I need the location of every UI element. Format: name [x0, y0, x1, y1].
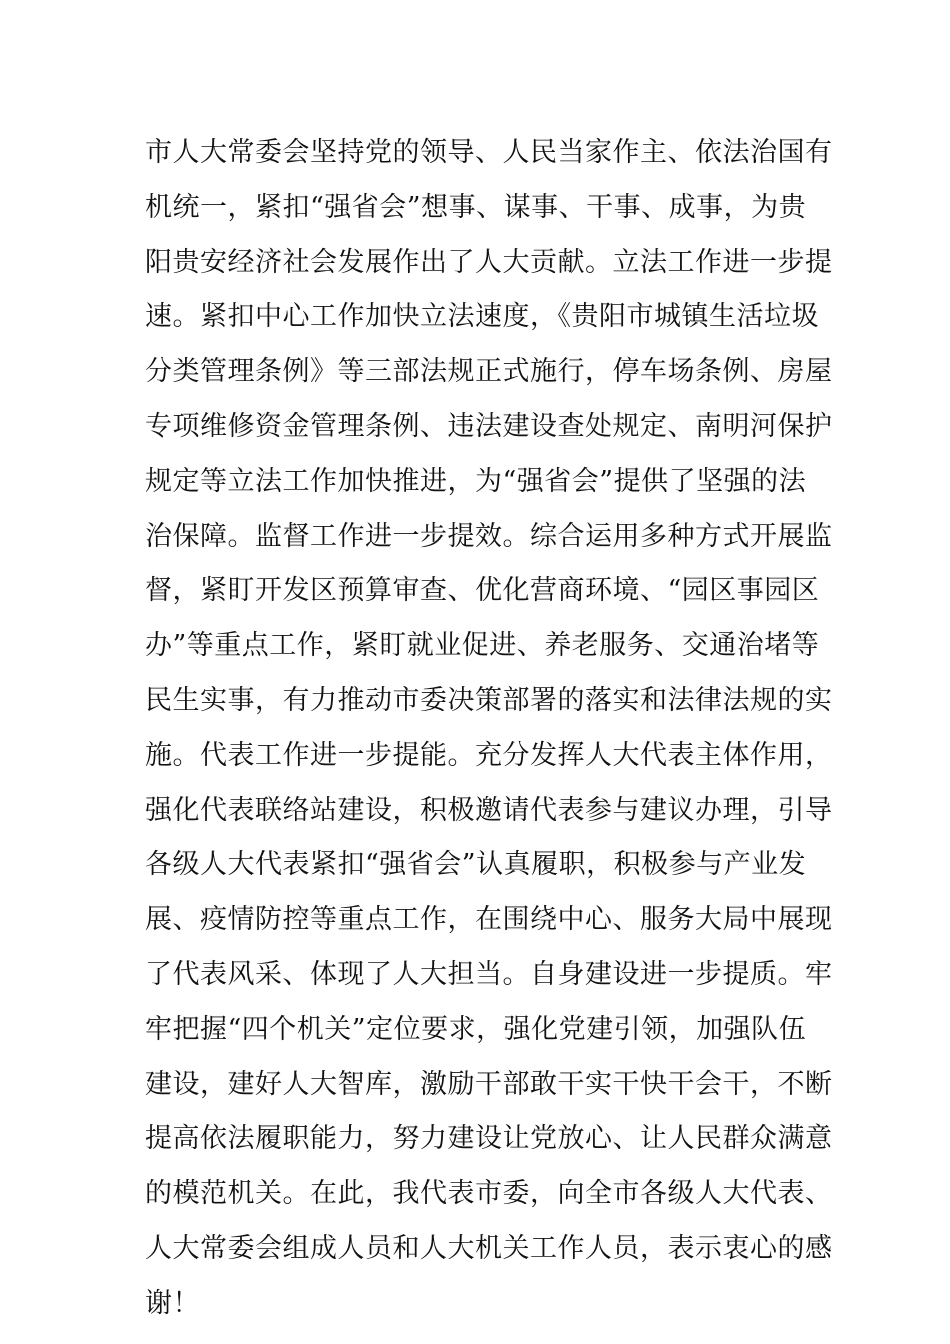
paragraph-line: 阳贵安经济社会发展作出了人大贡献。立法工作进一步提 — [145, 246, 833, 278]
body-paragraph — [145, 126, 833, 1332]
paragraph-line: 速。紧扣中心工作加快立法速度，《贵阳市城镇生活垃圾 — [145, 301, 819, 333]
paragraph-line: 市人大常委会坚持党的领导、人民当家作主、依法治国有 — [145, 137, 833, 168]
paragraph-line: 治保障。监督工作进一步提效。综合运用多种方式开展监 — [145, 520, 833, 552]
paragraph-line: 规定等立法工作加快推进，为“强省会”提供了坚强的法 — [145, 465, 807, 497]
paragraph-line: 展、疫情防控等重点工作，在围绕中心、服务大局中展现 — [145, 904, 833, 936]
paragraph-line: 建设，建好人大智库，激励干部敢干实干快干会干，不断 — [145, 1068, 833, 1100]
paragraph-line: 施。代表工作进一步提能。充分发挥人大代表主体作用， — [145, 739, 833, 771]
paragraph-line: 办”等重点工作，紧盯就业促进、养老服务、交通治堵等 — [145, 630, 820, 662]
paragraph-line: 人大常委会组成人员和人大机关工作人员，表示衷心的感 — [145, 1232, 833, 1264]
paragraph-line: 提高依法履职能力，努力建设让党放心、让人民群众满意 — [145, 1123, 833, 1155]
paragraph-line: 机统一，紧扣“强省会”想事、谋事、干事、成事，为贵 — [145, 191, 807, 223]
paragraph-line: 强化代表联络站建设，积极邀请代表参与建议办理，引导 — [145, 794, 833, 826]
paragraph-line: 督，紧盯开发区预算审查、优化营商环境、“园区事园区 — [145, 575, 820, 607]
paragraph-line: 了代表风采、体现了人大担当。自身建设进一步提质。牢 — [145, 958, 833, 990]
paragraph-line: 分类管理条例》等三部法规正式施行，停车场条例、房屋 — [145, 356, 833, 388]
paragraph-line: 的模范机关。在此，我代表市委，向全市各级人大代表、 — [145, 1178, 833, 1210]
paragraph-line: 谢！ — [145, 1287, 200, 1319]
paragraph-line: 牢把握“四个机关”定位要求，强化党建引领，加强队伍 — [145, 1013, 807, 1045]
paragraph-line: 民生实事，有力推动市委决策部署的落实和法律法规的实 — [145, 684, 833, 716]
paragraph-line: 各级人大代表紧扣“强省会”认真履职，积极参与产业发 — [145, 849, 807, 881]
paragraph-line: 专项维修资金管理条例、违法建设查处规定、南明河保护 — [145, 410, 833, 442]
